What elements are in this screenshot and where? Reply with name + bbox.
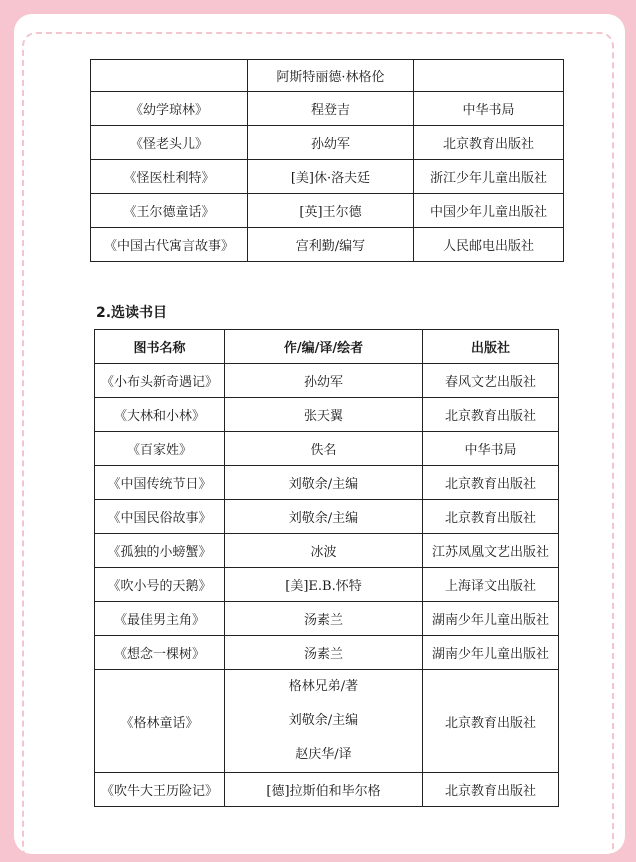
publisher-cell: 北京教育出版社 [423,670,559,773]
book-title-cell: 《中国传统节日》 [95,466,225,500]
book-title-cell: 《孤独的小螃蟹》 [95,534,225,568]
publisher-cell: 北京教育出版社 [414,126,564,160]
book-title-cell: 《幼学琼林》 [91,92,248,126]
table-row [95,466,559,500]
author-cell: 孙幼军 [248,126,414,160]
book-title-cell: 《中国民俗故事》 [95,500,225,534]
book-title-cell [91,60,248,92]
table-row [95,670,559,773]
book-title-cell: 《吹小号的天鹅》 [95,568,225,602]
table-row [91,60,564,92]
book-title-cell: 《吹牛大王历险记》 [95,773,225,807]
book-title-cell: 《怪老头儿》 [91,126,248,160]
book-title-cell: 《小布头新奇遇记》 [95,364,225,398]
optional-reading-table [94,329,559,807]
author-cell: [美]休·洛夫廷 [248,160,414,194]
publisher-cell: 春风文艺出版社 [423,364,559,398]
book-title-cell: 《中国古代寓言故事》 [91,228,248,262]
table-row [95,568,559,602]
author-cell: 张天翼 [225,398,423,432]
table-row [91,126,564,160]
book-title-cell: 《想念一棵树》 [95,636,225,670]
table-row [95,500,559,534]
author-cell: 刘敬余/主编 [225,500,423,534]
author-cell: 汤素兰 [225,602,423,636]
table-header-row [95,330,559,364]
author-cell: 宫利勤/编写 [248,228,414,262]
book-title-cell: 《最佳男主角》 [95,602,225,636]
publisher-cell: 湖南少年儿童出版社 [423,636,559,670]
book-title-cell: 《大林和小林》 [95,398,225,432]
author-cell: 汤素兰 [225,636,423,670]
table-row [95,398,559,432]
table-row [91,194,564,228]
publisher-cell: 中华书局 [423,432,559,466]
book-table-continued [90,59,564,262]
table-row [95,773,559,807]
table-row [95,602,559,636]
table-row [95,636,559,670]
publisher-cell: 上海译文出版社 [423,568,559,602]
editor-line: 刘敬余/主编 [288,713,359,728]
publisher-cell: 中华书局 [414,92,564,126]
author-cell: [美]E.B.怀特 [225,568,423,602]
table-row [91,160,564,194]
author-cell: 冰波 [225,534,423,568]
table-row [95,432,559,466]
publisher-cell: 中国少年儿童出版社 [414,194,564,228]
column-header-publisher: 出版社 [423,330,559,364]
table-row [91,228,564,262]
publisher-cell: 北京教育出版社 [423,398,559,432]
publisher-cell: 人民邮电出版社 [414,228,564,262]
book-title-cell: 《格林童话》 [95,670,225,773]
author-cell: 佚名 [225,432,423,466]
author-cell [225,670,423,773]
author-cell: [英]王尔德 [248,194,414,228]
column-header-author: 作/编/译/绘者 [225,330,423,364]
author-cell: [德]拉斯伯和毕尔格 [225,773,423,807]
section-title: 2.选读书目 [96,305,168,321]
publisher-cell [414,60,564,92]
publisher-cell: 北京教育出版社 [423,466,559,500]
author-cell: 程登吉 [248,92,414,126]
book-title-cell: 《怪医杜利特》 [91,160,248,194]
publisher-cell: 江苏凤凰文艺出版社 [423,534,559,568]
publisher-cell: 北京教育出版社 [423,500,559,534]
author-cell: 刘敬余/主编 [225,466,423,500]
author-cell: 孙幼军 [225,364,423,398]
book-title-cell: 《百家姓》 [95,432,225,466]
table-row [95,364,559,398]
table-row [95,534,559,568]
author-cell: 阿斯特丽德·林格伦 [248,60,414,92]
table-row [91,92,564,126]
book-title-cell: 《王尔德童话》 [91,194,248,228]
translator-line: 赵庆华/译 [295,747,352,762]
publisher-cell: 北京教育出版社 [423,773,559,807]
column-header-title: 图书名称 [95,330,225,364]
author-line: 格林兄弟/著 [288,679,359,694]
publisher-cell: 湖南少年儿童出版社 [423,602,559,636]
publisher-cell: 浙江少年儿童出版社 [414,160,564,194]
